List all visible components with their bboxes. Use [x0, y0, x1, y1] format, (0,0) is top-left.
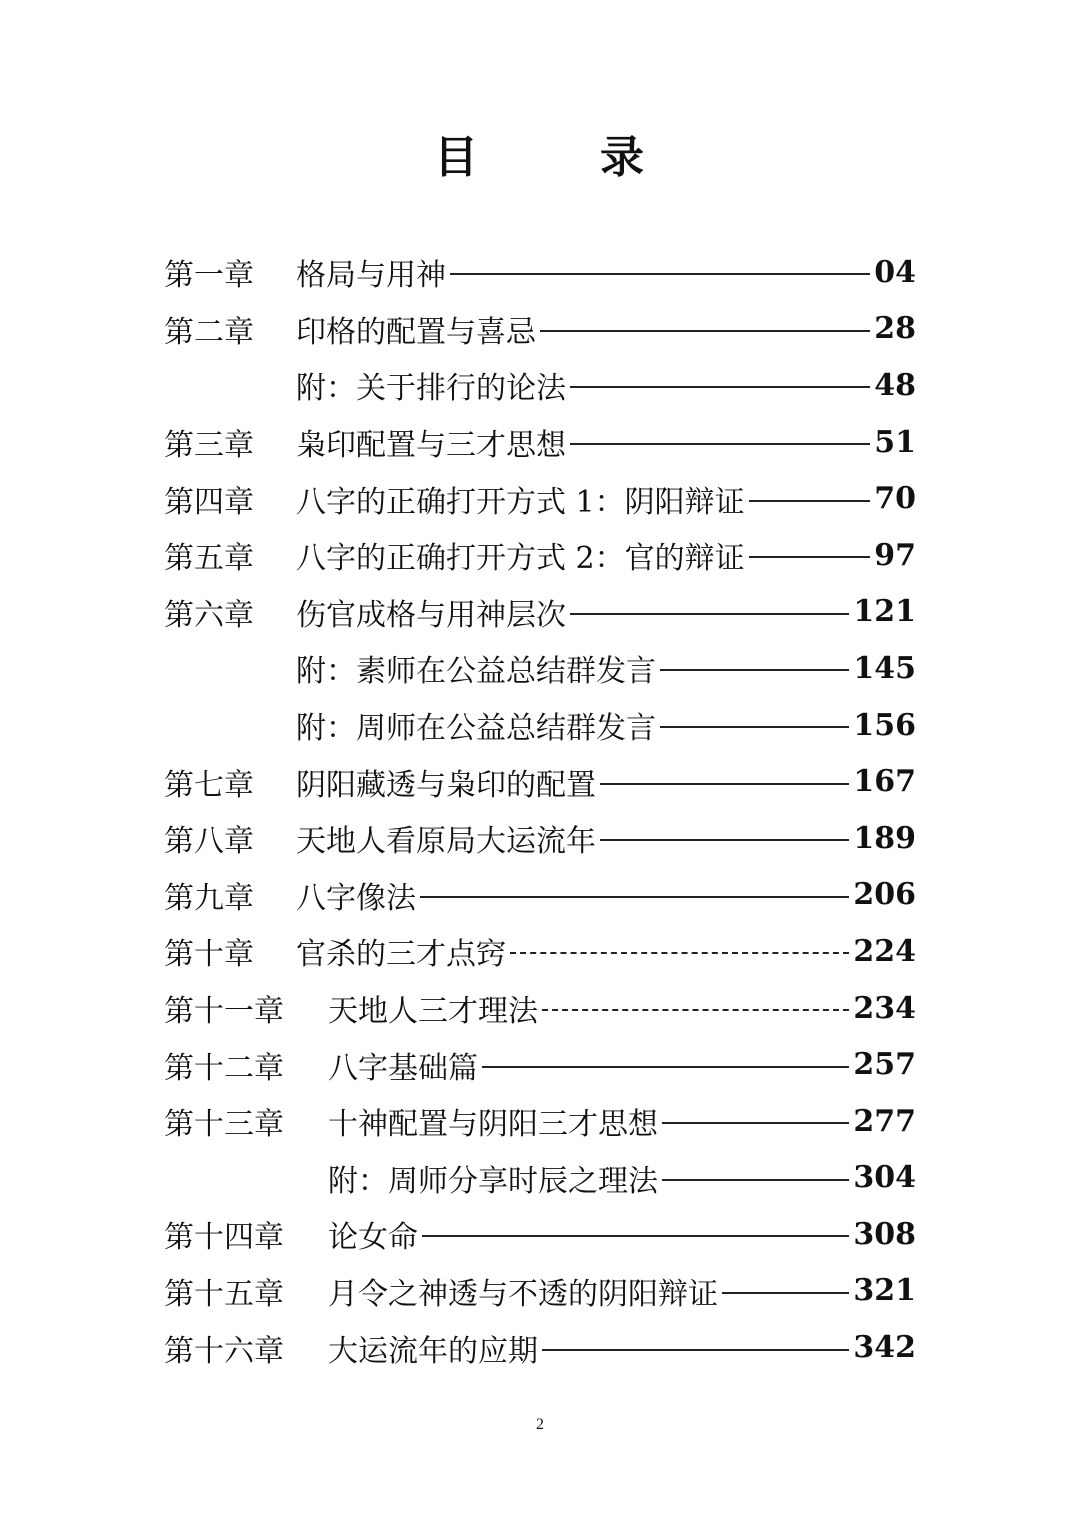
toc-leader-line	[422, 1235, 849, 1237]
toc-chapter-label: 第二章	[164, 314, 254, 350]
toc-entry-title: 印格的配置与喜忌	[296, 314, 536, 350]
toc-row	[164, 753, 916, 810]
toc-entry-title: 大运流年的应期	[328, 1333, 538, 1369]
toc-entry	[296, 307, 916, 351]
toc-leader-line	[420, 896, 849, 898]
toc-chapter-label: 第三章	[164, 428, 254, 464]
toc-page-number: 51	[874, 424, 916, 460]
toc-entry-title: 附：周师分享时辰之理法	[328, 1163, 658, 1199]
toc-entry	[328, 1099, 916, 1143]
toc-entry-title: 官杀的三才点窍	[296, 937, 506, 973]
toc-row	[164, 414, 916, 471]
toc-chapter-label: 第十一章	[164, 994, 284, 1030]
toc-page-number: 234	[853, 990, 916, 1026]
toc-row	[164, 867, 916, 924]
toc-entry	[328, 1156, 916, 1200]
toc-page-number: 308	[853, 1216, 916, 1252]
toc-entry-title: 附：关于排行的论法	[296, 371, 566, 407]
toc-page-number: 257	[853, 1047, 916, 1083]
toc-page-number: 224	[853, 933, 916, 969]
toc-entry-title: 论女命	[328, 1220, 418, 1256]
toc-chapter-label: 第一章	[164, 258, 254, 294]
toc-page-number: 156	[853, 707, 916, 743]
toc-row	[164, 1150, 916, 1207]
toc-leader-line	[600, 783, 849, 785]
toc-chapter-label: 第十六章	[164, 1333, 284, 1369]
toc-page-number: 167	[853, 764, 916, 800]
toc-leader-line	[749, 556, 871, 558]
toc-page-number: 97	[874, 537, 916, 573]
toc-leader-line	[510, 952, 849, 954]
toc-row	[164, 527, 916, 584]
toc-chapter-label: 第十四章	[164, 1220, 284, 1256]
toc-leader-line	[570, 386, 870, 388]
toc-entry-title: 格局与用神	[296, 258, 446, 294]
toc-entry-title: 附：素师在公益总结群发言	[296, 654, 656, 690]
toc-row	[164, 1319, 916, 1376]
toc-leader-line	[570, 443, 870, 445]
toc-entry	[296, 929, 916, 973]
toc-entry-title: 十神配置与阴阳三才思想	[328, 1107, 658, 1143]
toc-entry	[296, 703, 916, 747]
toc-entry-title: 月令之神透与不透的阴阳辩证	[328, 1276, 718, 1312]
toc-page-number: 04	[874, 254, 916, 290]
toc-page-number: 121	[853, 594, 916, 630]
toc-page-number: 321	[853, 1273, 916, 1309]
toc-row	[164, 244, 916, 301]
toc-leader-line	[660, 726, 849, 728]
toc-row	[164, 923, 916, 980]
toc-row	[164, 810, 916, 867]
toc-page-number: 342	[853, 1330, 916, 1366]
title-char: 目	[434, 132, 480, 183]
toc-page-number: 145	[853, 650, 916, 686]
toc-entry	[296, 420, 916, 464]
toc-entry-title: 八字的正确打开方式 2：官的辩证	[296, 541, 745, 577]
table-of-contents	[164, 244, 916, 1376]
toc-row	[164, 1093, 916, 1150]
toc-chapter-label: 第八章	[164, 824, 254, 860]
toc-chapter-label: 第九章	[164, 880, 254, 916]
toc-page-number: 277	[853, 1103, 916, 1139]
toc-entry-title: 天地人看原局大运流年	[296, 824, 596, 860]
toc-page-number: 28	[874, 311, 916, 347]
toc-entry-title: 附：周师在公益总结群发言	[296, 711, 656, 747]
toc-row	[164, 1206, 916, 1263]
toc-entry	[296, 477, 916, 521]
toc-row	[164, 980, 916, 1037]
toc-page-number: 189	[853, 820, 916, 856]
toc-entry	[328, 1269, 916, 1313]
toc-entry	[328, 986, 916, 1030]
toc-entry-title: 阴阳藏透与枭印的配置	[296, 767, 596, 803]
toc-leader-line	[722, 1292, 849, 1294]
toc-leader-line	[660, 669, 849, 671]
page-number: 2	[536, 1416, 544, 1433]
toc-entry-title: 八字的正确打开方式 1：阴阳辩证	[296, 484, 745, 520]
toc-chapter-label: 第十章	[164, 937, 254, 973]
toc-leader-line	[540, 330, 870, 332]
toc-row	[164, 640, 916, 697]
toc-leader-line	[662, 1122, 849, 1124]
toc-entry	[328, 1212, 916, 1256]
toc-leader-line	[542, 1009, 849, 1011]
toc-entry-title: 伤官成格与用神层次	[296, 597, 566, 633]
toc-leader-line	[542, 1349, 849, 1351]
toc-entry-title: 八字基础篇	[328, 1050, 478, 1086]
toc-entry	[296, 760, 916, 804]
toc-entry	[296, 590, 916, 634]
toc-entry	[328, 1043, 916, 1087]
toc-entry	[296, 250, 916, 294]
toc-chapter-label: 第十二章	[164, 1050, 284, 1086]
toc-chapter-label: 第十三章	[164, 1107, 284, 1143]
toc-chapter-label: 第七章	[164, 767, 254, 803]
toc-leader-line	[450, 273, 870, 275]
toc-page-number: 48	[874, 367, 916, 403]
toc-leader-line	[600, 839, 849, 841]
toc-row	[164, 1036, 916, 1093]
toc-chapter-label: 第四章	[164, 484, 254, 520]
toc-page-number: 304	[853, 1160, 916, 1196]
toc-chapter-label: 第六章	[164, 597, 254, 633]
toc-entry-title: 八字像法	[296, 880, 416, 916]
toc-entry-title: 天地人三才理法	[328, 994, 538, 1030]
toc-entry	[296, 533, 916, 577]
toc-row	[164, 584, 916, 641]
toc-row	[164, 470, 916, 527]
toc-page-number: 206	[853, 877, 916, 913]
toc-page-number: 70	[874, 481, 916, 517]
toc-entry	[296, 363, 916, 407]
toc-row	[164, 1263, 916, 1320]
toc-entry	[296, 816, 916, 860]
toc-chapter-label: 第五章	[164, 541, 254, 577]
toc-row	[164, 357, 916, 414]
toc-chapter-label: 第十五章	[164, 1276, 284, 1312]
title-char: 录	[600, 132, 646, 183]
toc-entry-title: 枭印配置与三才思想	[296, 428, 566, 464]
toc-leader-line	[662, 1179, 849, 1181]
toc-leader-line	[570, 613, 849, 615]
toc-leader-line	[749, 500, 871, 502]
toc-entry	[296, 873, 916, 917]
toc-entry	[296, 646, 916, 690]
page-title	[0, 128, 1080, 188]
toc-entry	[328, 1326, 916, 1370]
toc-row	[164, 697, 916, 754]
toc-leader-line	[482, 1066, 849, 1068]
toc-row	[164, 301, 916, 358]
